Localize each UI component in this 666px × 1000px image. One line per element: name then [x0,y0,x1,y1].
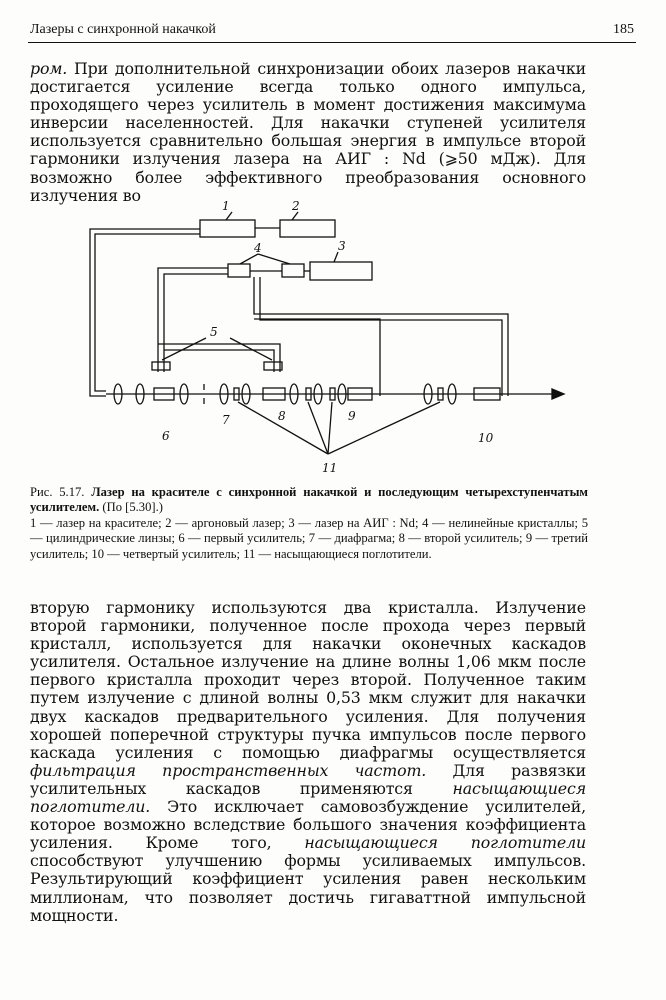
paragraph-bottom-italic-2: насыщающиеся поглотители. [30,778,586,817]
paragraph-bottom-text-2: Для развязки усилительных каскадов применяются [30,760,586,798]
beam-path-cylinder-inner [164,350,274,372]
label-1: 1 [222,199,230,213]
paragraph-bottom [30,599,586,925]
leader-2 [292,212,298,220]
beam-path-pump-left-inner [164,274,228,372]
cylindrical-lens-1 [152,362,170,370]
caption-label: Рис. 5.17. [30,485,85,499]
leader-5b [230,338,272,360]
header-rule [28,42,636,43]
label-8: 8 [278,409,286,423]
paragraph-top [30,60,586,205]
nonlinear-crystal-2 [282,264,304,277]
caption-heading [30,485,588,516]
leader-5a [162,338,206,360]
paragraph-bottom-italic-3: насыщающиеся поглотители [304,833,587,853]
label-6: 6 [162,429,170,443]
leader-11d [328,402,440,454]
cylindrical-lens-2 [264,362,282,370]
label-7: 7 [222,413,230,427]
label-2: 2 [292,199,300,213]
leader-3 [334,252,338,262]
paragraph-bottom-text-3: Это исключает самовозбуждение усилителей, которое возможно вследствие большого значения коэффициента усиления. Кроме того, [30,797,586,853]
paragraph-top-text: При дополнительной синхронизации обоих лазеров накачки достигается усиление всегда только одного импульса, проходящего через усилитель в момент достижения максимума инверсии населенностей. Для накачки ступеней усилителя используется сравнительно большая энергия в импульсе второй гармоники излучения лазера на АИГ : Nd (⩾50 мДж). Для возможно более эффективного преобразования основного излучения во [30,59,586,205]
label-9: 9 [348,409,356,423]
argon-laser-box [280,220,335,237]
caption-title: Лазер на красителе с синхронной накачкой и последующим четырехступенчатым усилителем. [30,485,588,515]
page-number: 185 [613,22,634,37]
beam-arrow [552,389,564,399]
label-10: 10 [478,431,494,445]
nd-yag-laser-box [310,262,372,280]
leader-11b [308,402,328,454]
caption-legend: 1 — лазер на красителе; 2 — аргоновый лазер; 3 — лазер на АИГ : Nd; 4 — нелинейные кристаллы; 5 — цилиндрические линзы; 6 — первый усилитель; 7 — диафрагма; 8 — второй усилитель; 9 — третий усилитель; 10 — четвертый усилитель; 11 — насыщающиеся поглотители. [30,515,588,561]
beam-path-pump-right-inner [260,277,502,396]
paragraph-bottom-text-1: вторую гармонику используются два кристалла. Излучение второй гармоники, полученное после прохода через первый кристалл, используется для накачки оконечных каскадов усилителя. Остальное излучение на длине волны 1,06 мкм после первого кристалла проходит через второй. Полученное таким путем излучение с длиной волны 0,53 мкм служит для накачки двух каскадов предварительного усиления. Для получения хорошей поперечной структуры пучка импульсов после первого каскада усиления с помощью диафрагмы осуществляется [30,598,586,762]
laser-setup-diagram [58,194,568,480]
caption-source: (По [5.30].) [102,500,163,515]
running-title: Лазеры с синхронной накачкой [30,22,216,37]
paragraph-top-italic-word: ром. [30,59,68,78]
label-5: 5 [210,325,218,339]
leader-11c [328,402,332,454]
leader-4a [240,254,258,264]
label-11: 11 [322,461,338,475]
paragraph-bottom-italic-1: фильтрация пространственных частот. [30,760,427,780]
paragraph-bottom-text-4: способствуют улучшению формы усиливаемых импульсов. Результирующий коэффициент усиления равен нескольким миллионам, что позволяет достичь гигаваттной импульсной мощности. [30,851,586,925]
beam-path-left-loop [90,229,200,396]
label-4: 4 [254,241,262,255]
beam-path-pump-right [254,277,508,396]
leader-1 [226,212,232,220]
running-header [28,20,636,44]
leader-4b [258,254,290,264]
nonlinear-crystal-1 [228,264,250,277]
figure-5-17 [58,194,568,480]
label-3: 3 [338,239,346,253]
beam-path-left-loop-inner [95,234,200,391]
dye-laser-box [200,220,255,237]
beam-path-cylinder [158,344,280,372]
figure-caption [30,485,588,562]
